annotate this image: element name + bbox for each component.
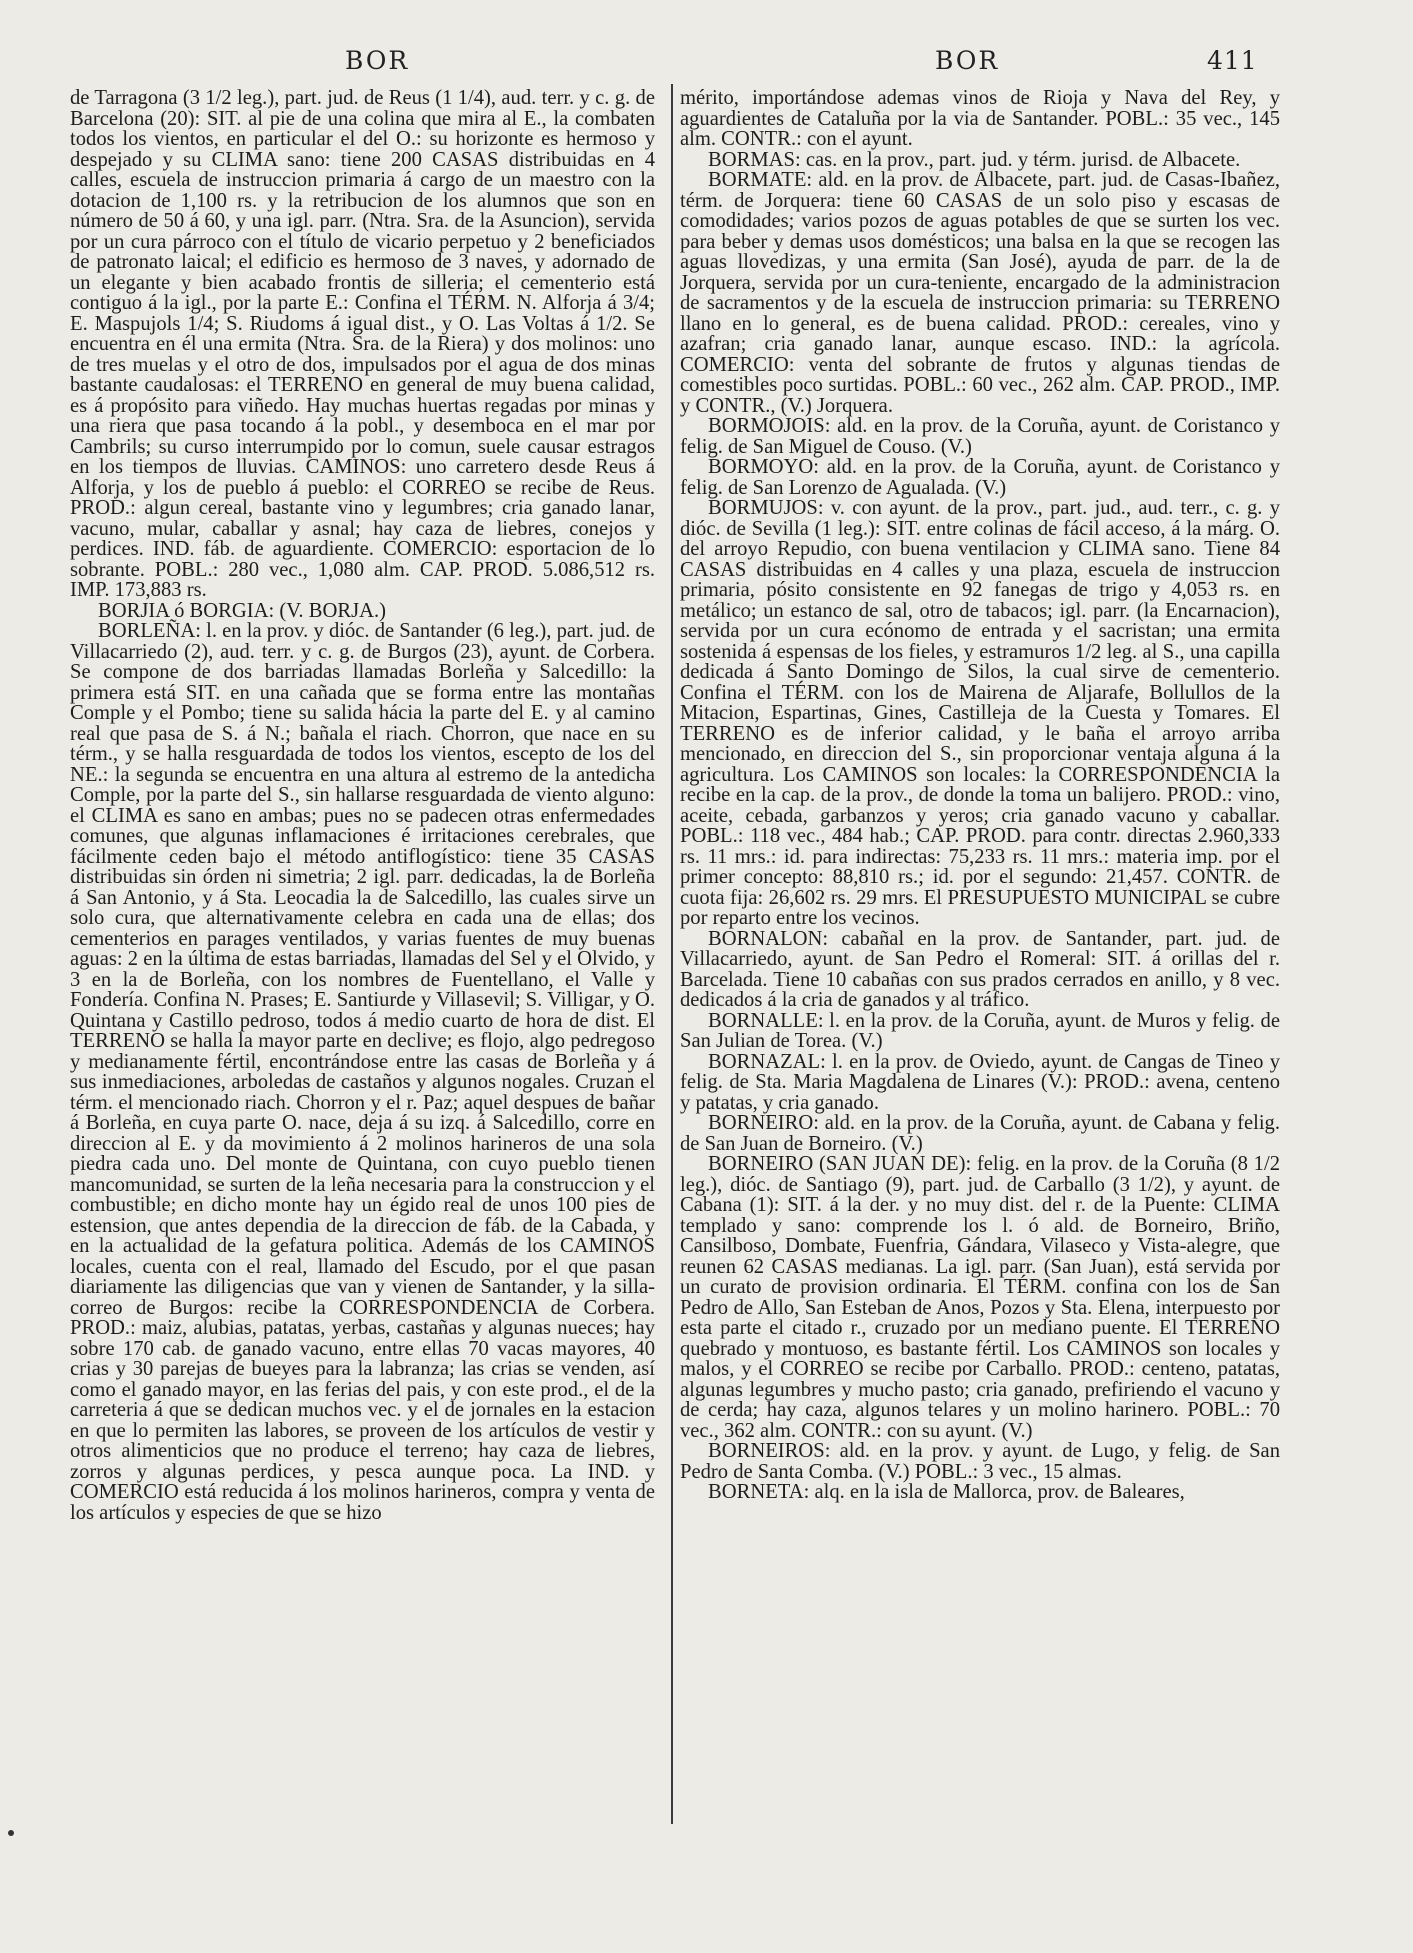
left-running-head: BOR — [345, 46, 410, 75]
entry-borneiros: BORNEIROS: ald. en la prov. y ayunt. de Lugo, y felig. de San Pedro de Santa Comba. (V.) POBL.: 3 vec., 15 almas. — [680, 1440, 1280, 1483]
right-running-head: BOR — [935, 46, 1000, 75]
page-number: 411 — [1207, 46, 1258, 75]
entry-borneiro: BORNEIRO: ald. en la prov. de la Coruña, ayunt. de Cabana y felig. de San Juan de Borneiro. (V.) — [680, 1112, 1280, 1155]
column-divider — [671, 84, 673, 1824]
entry-bormas: BORMAS: cas. en la prov., part. jud. y térm. jurisd. de Albacete. — [708, 148, 1241, 171]
entry-continuation-text: de Tarragona (3 1/2 leg.), part. jud. de Reus (1 1/4), aud. terr. y c. g. de Barcelona (20): SIT. al pie de una colina que mira al E., la combaten todos los vientos, en particular el del O.: su horizonte es hermoso y despejado y su CLIMA sano: tiene 200 CASAS distribuidas en 4 calles, escuela de instruccion primaria á cargo de un maestro con la dotacion de 1,100 rs. y la retribucion de los alumnos que son en número de 50 á 60, y una igl. parr. (Ntra. Sra. de la Asuncion), servida por un cura párroco con el título de vicario perpetuo y 2 beneficiados de patronato laical; el edificio es hermoso de 3 naves, y adornado de un elegante y bien acabado frontis de silleria; el cementerio está contiguo á la igl., por la parte E.: Confina el TÉRM. N. Alforja á 3/4; E. Maspujols 1/4; S. Riudoms á igual dist., y O. Las Voltas á 1/2. Se encuentra en él una ermita (Ntra. Sra. de la Riera) y dos molinos: uno de tres muelas y el otro de dos, impulsados por el agua de dos minas bastante caudalosas: el TERRENO en general de muy buena calidad, es á propósito para viñedo. Hay muchas huertas regadas por minas y una riera que pasa tocando á la pobl., y desemboca en el mar por Cambrils; su curso interrumpido por lo comun, suele causar estragos en los tiempos de lluvias. CAMINOS: uno carretero desde Reus á Alforja, y los de pueblo á pueblo: el CORREO se recibe de Reus. PROD.: algun cereal, bastante vino y legumbres; cria ganado lanar, vacuno, mular, caballar y asnal; hay caza de liebres, conejos y perdices. IND. fáb. de aguardiente. COMERCIO: esportacion de lo sobrante. POBL.: 280 vec., 1,080 alm. CAP. PROD. 5.086,512 rs. IMP. 173,883 rs. — [70, 87, 655, 601]
entry-borneiro-san-juan: BORNEIRO (SAN JUAN DE): felig. en la prov. de la Coruña (8 1/2 leg.), dióc. de Santiago (9), part. jud. de Carballo (3 1/2), y ayunt. de Cabana (1): SIT. á la der. y no muy dist. del r. de la Puente: CLIMA templado y sano: comprende los l. ó ald. de Borneiro, Briño, Cansilboso, Dombate, Fuenfria, Gándara, Vilaseco y Vista-alegre, que reunen 62 CASAS medianas. La igl. parr. (San Juan), está servida por un curato de provision ordinaria. El TÉRM. confina con los de San Pedro de Allo, San Esteban de Anos, Pozos y Sta. Elena, interpuesto por esta parte el citado r., cruzado por un mediano puente. El TERRENO quebrado y montuoso, es bastante fértil. Los CAMINOS son locales y malos, y el CORREO se recibe por Carballo. PROD.: centeno, patatas, algunas legumbres y mucho pasto; cria ganado, prefiriendo el vacuno y de cerda; hay caza, algunos telares y un molino harinero. POBL.: 70 vec., 362 alm. CONTR.: con su ayunt. (V.) — [680, 1153, 1280, 1442]
entry-borneta: BORNETA: alq. en la isla de Mallorca, prov. de Baleares, — [708, 1481, 1185, 1503]
entry-bormate: BORMATE: ald. en la prov. de Albacete, part. jud. de Casas-Ibañez, térm. de Jorquera: tiene 60 CASAS de un solo piso y escasas de comodidades; varios pozos de aguas potables de que se surten los vec. para beber y demas usos domésticos; una balsa en la que se recogen las aguas llovedizas, y una ermita (San José), ayuda de parr. de la de Jorquera, servida por un cura-teniente, encargado de la administracion de sacramentos y de la escuela de instruccion primaria: su TERRENO llano en lo general, es de buena calidad. PROD.: cereales, vino y azafran; cria ganado lanar, aunque escaso. IND.: la agrícola. COMERCIO: venta del sobrante de frutos y algunas tiendas de comestibles poco surtidas. POBL.: 60 vec., 262 alm. CAP. PROD., IMP. y CONTR., (V.) Jorquera. — [680, 169, 1280, 417]
right-column — [680, 88, 1280, 1503]
entry-bornalon: BORNALON: cabañal en la prov. de Santander, part. jud. de Villacarriedo, ayunt. de San Pedro el Romeral: SIT. á orillas del r. Barcelada. Tiene 10 cabañas con sus prados cerrados en anillo, y 8 vec. dedicados á la cria de ganados y al tráfico. — [680, 927, 1280, 1011]
entry-bornalle: BORNALLE: l. en la prov. de la Coruña, ayunt. de Muros y felig. de San Julian de Torea. (V.) — [680, 1009, 1280, 1052]
entry-bornazal: BORNAZAL: l. en la prov. de Oviedo, ayunt. de Cangas de Tineo y felig. de Sta. Maria Magdalena de Linares (V.): PROD.: avena, centeno y patatas, y cria ganado. — [680, 1050, 1280, 1114]
entry-borlena: BORLEÑA: l. en la prov. y dióc. de Santander (6 leg.), part. jud. de Villacarriedo (2), aud. terr. y c. g. de Burgos (23), ayunt. de Corbera. Se compone de dos barriadas llamadas Borleña y Salcedillo: la primera está SIT. en una cañada que se forma entre las montañas Comple y el Pombo; tiene su salida hácia la parte del E. y al camino real que pasa de S. á N.; bañala el riach. Chorron, que nace en su térm., y se halla resguardada de todos los vientos, escepto de los del NE.: la segunda se encuentra en una altura al estremo de la antedicha Comple, por la parte del S., sin hallarse resguardada de viento alguno: el CLIMA es sano en ambas; pues no se padecen otras enfermedades comunes, que algunas inflamaciones é irritaciones cerebrales, que fácilmente ceden bajo el método antiflogístico: tiene 35 CASAS distribuidas sin órden ni simetria; 2 igl. parr. dedicadas, la de Borleña á San Antonio, y á Sta. Leocadia la de Salcedillo, las cuales sirve un solo cura, que alternativamente celebra en cada una de ellas; dos cementerios en parages ventilados, y varias fuentes de muy buenas aguas: 2 en la última de estas barriadas, llamadas del Sel y el Olvido, y 3 en la de Borleña, con los nombres de Fuentellano, el Valle y Fondería. Confina N. Prases; E. Santiurde y Villasevil; S. Villigar, y O. Quintana y Castillo pedroso, todos á medio cuarto de hora de dist. El TERRENO se halla la mayor parte en declive; es flojo, algo pedregoso y medianamente fértil, encontrándose entre las casas de Borleña y á sus inmediaciones, arboledas de castaños y algunos nogales. Cruzan el térm. el mencionado riach. Chorron y el r. Paz; aquel despues de bañar á Borleña, en cuya parte O. nace, deja á su izq. á Salcedillo, corre en direccion al E. y da movimiento á 2 molinos harineros de una sola piedra cada uno. Del monte de Quintana, con cuyo pueblo tienen mancomunidad, se surten de la leña necesaria para la construccion y el combustible; en dicho monte hay un égido real de unos 100 pies de estension, que antes dependia de la direccion de fáb. de la Cabada, y en la actualidad de la gefatura politica. Además de los CAMINOS locales, cuenta con el real, llamado del Escudo, por el que pasan diariamente las diligencias que van y vienen de Santander, y la silla-correo de Burgos: recibe la CORRESPONDENCIA de Corbera. PROD.: maiz, alubias, patatas, yerbas, castañas y algunas nueces; hay sobre 170 cab. de ganado vacuno, entre ellas 70 vacas mayores, 40 crias y 30 parejas de bueyes para la labranza; las crias se venden, así como el ganado mayor, en las ferias del pais, y con este prod., el de la carreteria á que se dedican muchos vec. y el de jornales en la estacion en que lo permiten las labores, se proveen de los artículos de vestir y otros alimenticios que no produce el terreno; hay caza de liebres, zorros y algunas perdices, y pesca aunque poca. La IND. y COMERCIO está reducida á los molinos harineros, compra y venta de los artículos y especies de que se hizo — [70, 620, 655, 1524]
entry-continuation-text: mérito, importándose ademas vinos de Rioja y Nava del Rey, y aguardientes de Cataluña por la via de Santander. POBL.: 35 vec., 145 alm. CONTR.: con el ayunt. — [680, 87, 1280, 150]
entry-borjia: BORJIA ó BORGIA: (V. BORJA.) — [98, 599, 386, 622]
entry-bormujos: BORMUJOS: v. con ayunt. de la prov., part. jud., aud. terr., c. g. y dióc. de Sevilla (1 leg.): SIT. entre colinas de fácil acceso, á la márg. O. del arroyo Repudio, con buena ventilacion y CLIMA sano. Tiene 84 CASAS distribuidas en 4 calles y una plaza, escuela de instruccion primaria, pósito consistente en 92 fanegas de trigo y 4,053 rs. en metálico; un estanco de sal, otro de tabacos; igl. parr. (la Encarnacion), servida por un cura ecónomo de entrada y el sacristan; una ermita sostenida á espensas de los fieles, y estramuros 1/2 leg. al S., una capilla dedicada á Santo Domingo de Silos, la cual sirve de cementerio. Confina el TÉRM. con los de Mairena de Aljarafe, Bollullos de la Mitacion, Espartinas, Gines, Castilleja de la Cuesta y Tomares. El TERRENO es de inferior calidad, y le baña el arroyo arriba mencionado, en direccion del S., sin proporcionar ventaja alguna á la agricultura. Los CAMINOS son locales: la CORRESPONDENCIA la recibe en la cap. de la prov., de donde la toma un balijero. PROD.: vino, aceite, cebada, garbanzos y yeros; cria ganado vacuno y caballar. POBL.: 118 vec., 484 hab.; CAP. PROD. para contr. directas 2.960,333 rs. 11 mrs.: id. para indirectas: 75,233 rs. 11 mrs.: materia imp. por el primer concepto: 88,810 rs.; id. por el segundo: 21,457. CONTR. de cuota fija: 26,602 rs. 29 mrs. El PRESUPUESTO MUNICIPAL se cubre por reparto entre los vecinos. — [680, 497, 1280, 929]
margin-ink-spot — [8, 1830, 14, 1836]
left-column — [70, 88, 655, 1523]
entry-bormojois: BORMOJOIS: ald. en la prov. de la Coruña, ayunt. de Coristanco y felig. de San Miguel de Couso. (V.) — [680, 415, 1280, 458]
entry-bormoyo: BORMOYO: ald. en la prov. de la Coruña, ayunt. de Coristanco y felig. de San Lorenzo de Agualada. (V.) — [680, 456, 1280, 499]
